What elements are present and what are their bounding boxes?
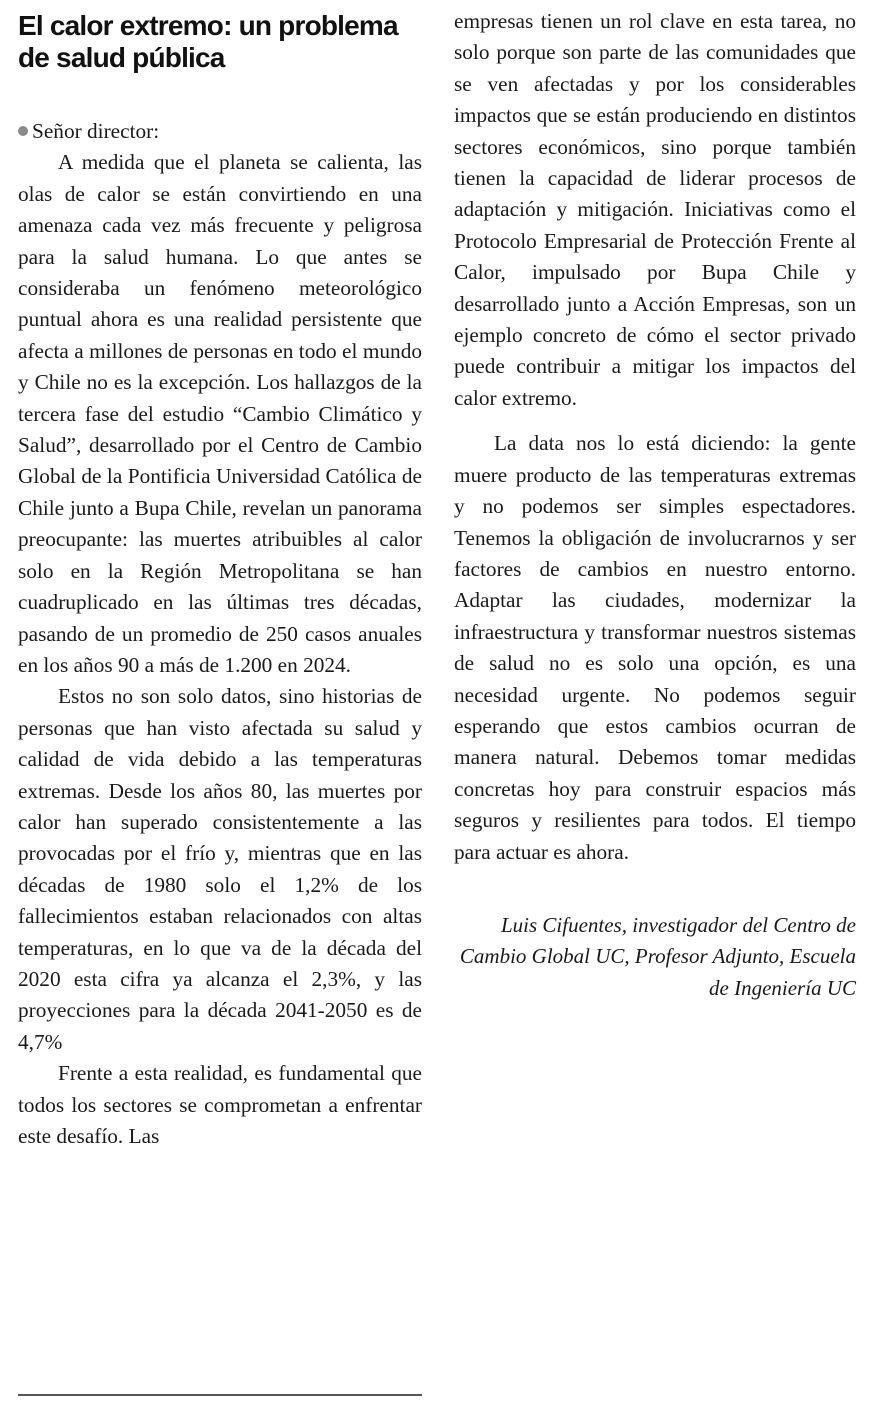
bottom-divider	[18, 1394, 422, 1396]
author-signature: Luis Cifuentes, investigador del Centro de Cambio Global UC, Profesor Adjunto, Escuela de Ingeniería UC	[459, 912, 856, 1000]
article-right-column	[454, 0, 856, 1025]
body-paragraph-1: A medida que el planeta se calienta, las olas de calor se están convirtiendo en una amenaza cada vez más frecuente y peligrosa para la salud humana. Lo que antes se consideraba un fenómeno meteorológico puntual ahora es una realidad persistente que afecta a millones de personas en todo el mundo y Chile no es la excepción. Los hallazgos de la tercera fase del estudio “Cambio Climático y Salud”, desarrollado por el Centro de Cambio Global de la Pontificia Universidad Católica de Chile junto a Bupa Chile, revelan un panorama preocupante: las muertes atribuibles al calor solo en la Región Metropolitana se han cuadruplicado en las últimas tres décadas, pasando de un promedio de 250 casos anuales en los años 90 a más de 1.200 en 2024.	[18, 150, 422, 677]
article-left-column	[18, 0, 422, 1152]
body-paragraph-3-continued: empresas tienen un rol clave en esta tarea, no solo porque son parte de las comunidades que se ven afectadas y por los considerables impactos que se están produciendo en distintos sectores económicos, sino porque también tienen la capacidad de liderar procesos de adaptación y mitigación. Iniciativas como el Protocolo Empresarial de Protección Frente al Calor, impulsado por Bupa Chile y desarrollado junto a Acción Empresas, son un ejemplo concreto de cómo el sector privado puede contribuir a mitigar los impactos del calor extremo.	[454, 9, 856, 410]
body-paragraph-3: Frente a esta realidad, es fundamental que todos los sectores se comprometan a enfrentar este desafío. Las	[18, 1061, 422, 1148]
salutation-text: Señor director:	[32, 119, 160, 143]
article-headline: El calor extremo: un problema de salud pública	[18, 10, 398, 73]
letter-salutation	[18, 116, 422, 147]
body-paragraph-2: Estos no son solo datos, sino historias de personas que han visto afectada su salud y calidad de vida debido a las temperaturas extremas. Desde los años 80, las muertes por calor han superado consistentemente a las provocadas por el frío y, mientras que en las décadas de 1980 solo el 1,2% de los fallecimientos estaban relacionados con altas temperaturas, en lo que va de la década del 2020 esta cifra ya alcanza el 2,3%, y las proyecciones para la década 2041-2050 es de 4,7%	[18, 684, 422, 1054]
body-paragraph-4: La data nos lo está diciendo: la gente muere producto de las temperaturas extremas y no podemos ser simples espectadores. Tenemos la obligación de involucrarnos y ser factores de cambios en nuestro entorno. Adaptar las ciudades, modernizar la infraestructura y transformar nuestros sistemas de salud no es solo una opción, es una necesidad urgente. No podemos seguir esperando que estos cambios ocurran de manera natural. Debemos tomar medidas concretas hoy para construir espacios más seguros y resilientes para todos. El tiempo para actuar es ahora.	[454, 431, 856, 864]
bullet-icon	[18, 126, 28, 136]
